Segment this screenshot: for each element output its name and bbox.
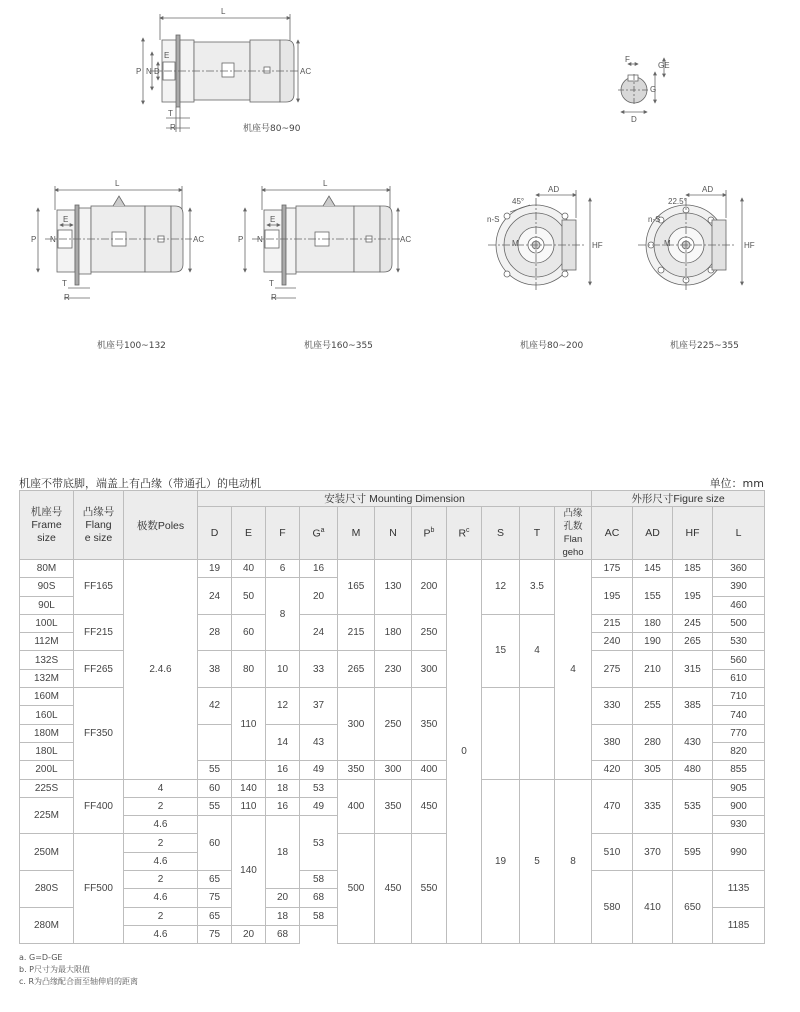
- cell: 250M: [20, 834, 74, 871]
- cell: 4.6: [124, 816, 198, 834]
- cell: FF215: [74, 614, 124, 651]
- dim-label: D: [154, 67, 160, 76]
- col-m: M: [338, 507, 375, 560]
- cell: 16: [266, 761, 300, 779]
- cell: 710: [713, 688, 765, 706]
- cell: 315: [673, 651, 713, 688]
- cell: 230: [375, 651, 412, 688]
- cell: 18: [266, 779, 300, 797]
- cell: 80: [232, 651, 266, 688]
- cell: 0: [447, 560, 482, 944]
- cell: FF165: [74, 560, 124, 615]
- drawing-end-225-355: [638, 190, 742, 292]
- cell: 480: [673, 761, 713, 779]
- dim-label: M: [664, 239, 671, 248]
- dim-label: E: [63, 215, 69, 224]
- cell: 110: [232, 797, 266, 815]
- cell: 500: [713, 614, 765, 632]
- cell: 140: [232, 816, 266, 926]
- table-title: 机座不带底脚，端盖上有凸缘（带通孔）的电动机: [19, 477, 261, 490]
- caption-end-225-355: 机座号225~355: [670, 341, 739, 351]
- cell: 58: [300, 907, 338, 925]
- dim-label: M: [512, 239, 519, 248]
- dim-label: 22.5°: [668, 197, 687, 206]
- dim-label: D: [631, 115, 637, 124]
- footnotes: [19, 952, 138, 988]
- cell: 255: [633, 688, 673, 725]
- cell: 595: [673, 834, 713, 871]
- col-e: E: [232, 507, 266, 560]
- cell: 350: [412, 688, 447, 761]
- cell: 370: [633, 834, 673, 871]
- cell: 132M: [20, 669, 74, 687]
- cell: 42: [198, 688, 232, 725]
- cell: 100L: [20, 614, 74, 632]
- cell: 265: [338, 651, 375, 688]
- cell: 75: [198, 925, 232, 943]
- cell: 4: [520, 614, 555, 687]
- table-row: [20, 560, 765, 578]
- cell: FF400: [74, 779, 124, 834]
- technical-drawings: [0, 0, 800, 460]
- cell: 300: [375, 761, 412, 779]
- cell: [482, 688, 520, 779]
- cell: 130: [375, 560, 412, 615]
- dim-label: AC: [400, 235, 412, 244]
- col-l: L: [713, 507, 765, 560]
- cell: 510: [592, 834, 633, 871]
- cell: 4.6: [124, 852, 198, 870]
- cell: 200: [412, 560, 447, 615]
- cell: 145: [633, 560, 673, 578]
- cell: 112M: [20, 633, 74, 651]
- dim-label: E: [270, 215, 276, 224]
- cell: 14: [266, 724, 300, 761]
- dim-label: N: [146, 67, 152, 76]
- cell: 160L: [20, 706, 74, 724]
- cell: 410: [633, 871, 673, 944]
- cell: 990: [713, 834, 765, 871]
- cell: 16: [300, 560, 338, 578]
- cell: 300: [412, 651, 447, 688]
- col-holes: 凸缘 孔数 Flan geho: [555, 507, 592, 560]
- cell: 350: [338, 761, 375, 779]
- cell: 305: [633, 761, 673, 779]
- cell: 175: [592, 560, 633, 578]
- drawing-end-80-200: [488, 190, 590, 292]
- col-frame: 机座号 Frame size: [20, 491, 74, 560]
- cell: 90S: [20, 578, 74, 596]
- cell: 300: [338, 688, 375, 761]
- dim-label: AC: [300, 67, 312, 76]
- caption-frame-160-355: 机座号160~355: [304, 341, 373, 351]
- cell: 225S: [20, 779, 74, 797]
- cell: 4: [555, 560, 592, 780]
- cell: 550: [412, 834, 447, 944]
- cell: 19: [198, 560, 232, 578]
- cell: 65: [198, 871, 232, 889]
- col-f: F: [266, 507, 300, 560]
- cell: FF500: [74, 834, 124, 944]
- cell: 500: [338, 834, 375, 944]
- cell: 28: [198, 614, 232, 651]
- cell: 470: [592, 779, 633, 834]
- cell: 225M: [20, 797, 74, 834]
- cell: 12: [482, 560, 520, 615]
- cell: 180M: [20, 724, 74, 742]
- cell: 4: [124, 779, 198, 797]
- dim-label: HF: [592, 241, 603, 250]
- cell: 180: [375, 614, 412, 651]
- cell: 49: [300, 761, 338, 779]
- cell: 265: [673, 633, 713, 651]
- cell: [232, 761, 266, 779]
- cell: 460: [713, 596, 765, 614]
- table-row: [20, 779, 765, 797]
- caption-end-80-200: 机座号80~200: [520, 341, 584, 351]
- cell: FF265: [74, 651, 124, 688]
- cell: 60: [232, 614, 266, 651]
- cell: 190: [633, 633, 673, 651]
- cell: 1185: [713, 907, 765, 944]
- cell: 390: [713, 578, 765, 596]
- cell: 24: [300, 614, 338, 651]
- col-group-figure: 外形尺寸Figure size: [592, 491, 765, 507]
- cell: 80M: [20, 560, 74, 578]
- cell: 53: [300, 816, 338, 871]
- dim-label: R: [170, 123, 176, 132]
- cell: 770: [713, 724, 765, 742]
- col-n: N: [375, 507, 412, 560]
- dim-label: n-S: [648, 215, 661, 224]
- col-poles: 极数Poles: [124, 491, 198, 560]
- cell: 20: [266, 889, 300, 907]
- cell: 43: [300, 724, 338, 761]
- cell: 55: [198, 761, 232, 779]
- cell: 68: [266, 925, 300, 943]
- dim-label: L: [221, 7, 226, 16]
- cell: 5: [520, 779, 555, 944]
- cell: 450: [375, 834, 412, 944]
- col-g: $G^a$: [300, 507, 338, 560]
- cell: 58: [300, 871, 338, 889]
- cell: 132S: [20, 651, 74, 669]
- cell: 50: [232, 578, 266, 615]
- cell: 4.6: [124, 925, 198, 943]
- cell: 38: [198, 651, 232, 688]
- cell: 2: [124, 907, 198, 925]
- cell: 245: [673, 614, 713, 632]
- cell: 140: [232, 779, 266, 797]
- cell: 450: [412, 779, 447, 834]
- cell: 610: [713, 669, 765, 687]
- cell: 905: [713, 779, 765, 797]
- cell: 4.6: [124, 889, 198, 907]
- cell: 400: [338, 779, 375, 834]
- cell: 280S: [20, 871, 74, 908]
- dim-label: F: [625, 55, 630, 64]
- col-r: $R^c$: [447, 507, 482, 560]
- cell: 215: [338, 614, 375, 651]
- cell: [520, 688, 555, 779]
- cell: 900: [713, 797, 765, 815]
- col-ad: AD: [633, 507, 673, 560]
- dim-label: T: [62, 279, 67, 288]
- col-ac: AC: [592, 507, 633, 560]
- dim-label: T: [168, 109, 173, 118]
- col-p: $P^b$: [412, 507, 447, 560]
- col-d: D: [198, 507, 232, 560]
- dim-label: AD: [702, 185, 714, 194]
- cell: 68: [300, 889, 338, 907]
- dim-label: AC: [193, 235, 205, 244]
- cell: 12: [266, 688, 300, 725]
- footnote-a: a. G=D-GE: [19, 953, 63, 962]
- dim-label: R: [64, 293, 70, 302]
- dim-label: GE: [658, 61, 670, 70]
- cell: 930: [713, 816, 765, 834]
- cell: 33: [300, 651, 338, 688]
- dim-label: T: [269, 279, 274, 288]
- cell: 110: [232, 688, 266, 761]
- cell: 155: [633, 578, 673, 615]
- cell: 580: [592, 871, 633, 944]
- cell: 560: [713, 651, 765, 669]
- dim-label: N: [50, 235, 56, 244]
- cell: 65: [198, 907, 232, 925]
- cell: 16: [266, 797, 300, 815]
- cell: 2: [124, 834, 198, 852]
- cell: 385: [673, 688, 713, 725]
- dim-label: P: [31, 235, 37, 244]
- cell: 250: [375, 688, 412, 761]
- dim-label: N: [257, 235, 263, 244]
- col-hf: HF: [673, 507, 713, 560]
- caption-frame-80-90: 机座号80~90: [243, 124, 301, 134]
- cell: 2: [124, 797, 198, 815]
- cell: 275: [592, 651, 633, 688]
- dim-label: HF: [744, 241, 755, 250]
- cell: 330: [592, 688, 633, 725]
- cell: 380: [592, 724, 633, 761]
- cell: 2.4.6: [124, 560, 198, 780]
- cell: 335: [633, 779, 673, 834]
- cell: 75: [198, 889, 232, 907]
- cell: 20: [300, 578, 338, 615]
- cell: 15: [482, 614, 520, 687]
- cell: 350: [375, 779, 412, 834]
- cell: 8: [266, 578, 300, 651]
- cell: 180: [633, 614, 673, 632]
- cell: 2: [124, 871, 198, 889]
- cell: 6: [266, 560, 300, 578]
- unit-label: 单位：mm: [709, 477, 764, 490]
- cell: 215: [592, 614, 633, 632]
- cell: 855: [713, 761, 765, 779]
- cell: 185: [673, 560, 713, 578]
- footnote-c: c. R为凸缘配合面至轴伸肩的距离: [19, 977, 139, 986]
- cell: 20: [232, 925, 266, 943]
- table-row: [20, 834, 765, 852]
- cell: 10: [266, 651, 300, 688]
- dim-label: P: [136, 67, 142, 76]
- spec-table: [19, 490, 765, 944]
- col-flange: 凸缘号 Flang e size: [74, 491, 124, 560]
- cell: 19: [482, 779, 520, 944]
- col-group-mounting: 安装尺寸 Mounting Dimension: [198, 491, 592, 507]
- cell: 90L: [20, 596, 74, 614]
- cell: 195: [592, 578, 633, 615]
- col-s: S: [482, 507, 520, 560]
- cell: 1135: [713, 871, 765, 908]
- dim-label: G: [650, 85, 657, 94]
- cell: 53: [300, 779, 338, 797]
- cell: 40: [232, 560, 266, 578]
- dim-label: L: [115, 179, 120, 188]
- cell: 400: [412, 761, 447, 779]
- dim-label: E: [164, 51, 170, 60]
- dim-label: L: [323, 179, 328, 188]
- cell: 530: [713, 633, 765, 651]
- cell: 60: [198, 779, 232, 797]
- cell: [198, 724, 232, 761]
- cell: 180L: [20, 742, 74, 760]
- cell: 18: [266, 816, 300, 889]
- cell: 18: [266, 907, 300, 925]
- dim-label: AD: [548, 185, 560, 194]
- cell: 60: [198, 816, 232, 871]
- cell: 535: [673, 779, 713, 834]
- dim-label: R: [271, 293, 277, 302]
- cell: 280: [633, 724, 673, 761]
- cell: 280M: [20, 907, 74, 944]
- cell: 195: [673, 578, 713, 615]
- cell: 820: [713, 742, 765, 760]
- col-t: T: [520, 507, 555, 560]
- cell: 55: [198, 797, 232, 815]
- cell: 650: [673, 871, 713, 944]
- dim-label: 45°: [512, 197, 525, 206]
- cell: 165: [338, 560, 375, 615]
- cell: 430: [673, 724, 713, 761]
- cell: 8: [555, 779, 592, 944]
- cell: 49: [300, 797, 338, 815]
- dim-label: n-S: [487, 215, 500, 224]
- dim-label: P: [238, 235, 244, 244]
- cell: 250: [412, 614, 447, 651]
- cell: 740: [713, 706, 765, 724]
- cell: 37: [300, 688, 338, 725]
- cell: 210: [633, 651, 673, 688]
- cell: 420: [592, 761, 633, 779]
- caption-frame-100-132: 机座号100~132: [97, 341, 166, 351]
- cell: 160M: [20, 688, 74, 706]
- cell: 200L: [20, 761, 74, 779]
- cell: 24: [198, 578, 232, 615]
- cell: 3.5: [520, 560, 555, 615]
- cell: FF350: [74, 688, 124, 779]
- cell: 240: [592, 633, 633, 651]
- cell: 360: [713, 560, 765, 578]
- footnote-b: b. P尺寸为最大限值: [19, 965, 90, 974]
- drawing-frame-80-90: [143, 14, 300, 132]
